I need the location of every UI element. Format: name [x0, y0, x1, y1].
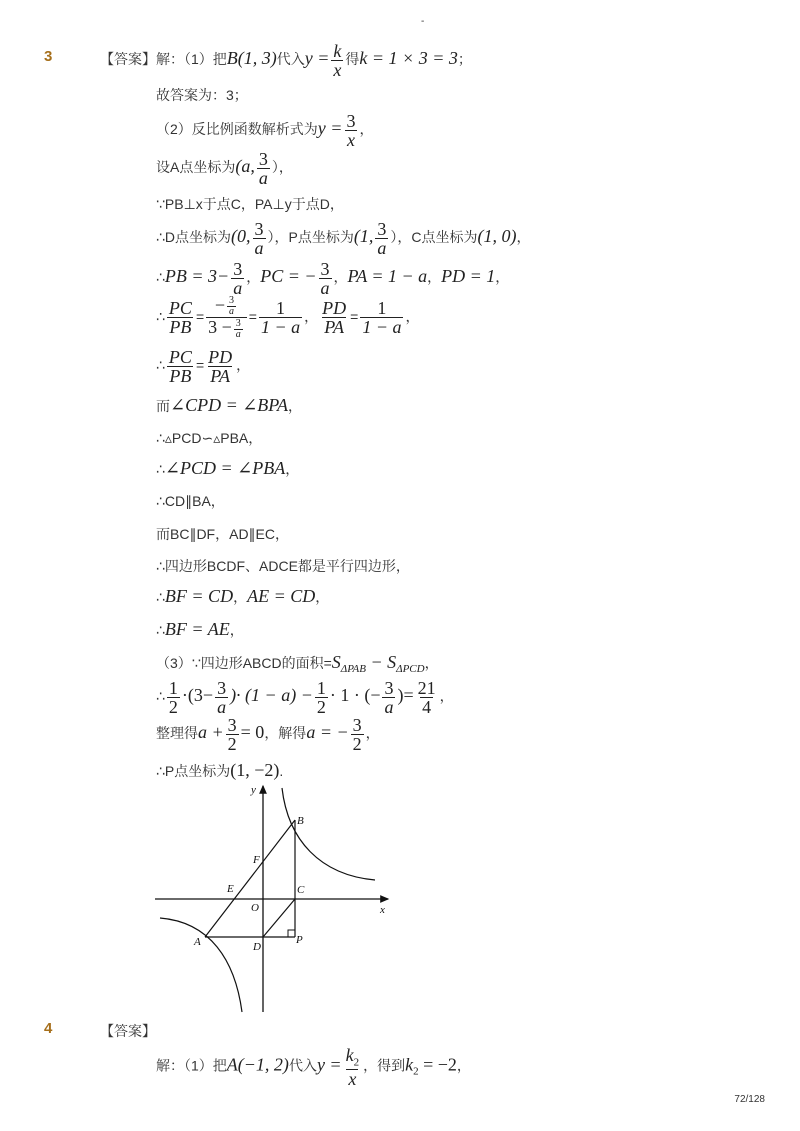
- numerator: 3: [346, 111, 356, 131]
- fraction: [351, 716, 364, 753]
- denominator: a: [384, 697, 394, 717]
- text: ；: [457, 51, 472, 68]
- text: ∴: [156, 357, 165, 374]
- q3-line-18: [156, 653, 439, 675]
- fraction: [344, 1046, 362, 1088]
- math: a = −: [306, 722, 349, 743]
- math: BF = AE: [164, 619, 230, 639]
- numerator: PD: [322, 298, 347, 319]
- math: PC = −: [260, 266, 317, 287]
- numerator: [213, 296, 240, 317]
- denominator: 2: [352, 734, 362, 754]
- numerator: 3: [217, 678, 227, 698]
- denominator: 1 − a: [260, 317, 301, 338]
- denominator: a: [229, 306, 235, 318]
- text: ，: [495, 269, 510, 286]
- fraction: [231, 260, 244, 297]
- denominator: PB: [169, 366, 192, 386]
- small-fraction: [234, 319, 243, 340]
- label-P: P: [296, 934, 303, 946]
- q3-line-10: [156, 396, 302, 414]
- numerator: PC: [168, 298, 192, 319]
- math: PB = 3−: [164, 266, 230, 287]
- numerator: 1: [276, 298, 286, 319]
- fraction: [206, 296, 247, 340]
- fraction: [382, 679, 395, 716]
- text: ，解得: [264, 725, 307, 742]
- text: （2）反比例函数解析式为: [156, 121, 318, 138]
- subscript: ΔPCD: [396, 662, 425, 675]
- text: ），P点坐标为: [267, 229, 354, 246]
- text: .: [279, 763, 284, 779]
- denominator: x: [348, 1068, 357, 1089]
- denominator: a: [258, 168, 268, 188]
- math: − S: [365, 652, 397, 672]
- text: ），: [271, 159, 293, 176]
- text: =: [195, 308, 205, 325]
- label-E: E: [227, 883, 234, 895]
- right-angle-mark: [288, 930, 295, 937]
- math: (a,: [235, 156, 255, 177]
- numerator: 3: [235, 317, 241, 329]
- math: A(−1, 2): [226, 1054, 289, 1075]
- text: ∴: [156, 269, 165, 286]
- text: ，: [285, 461, 300, 477]
- math: S: [331, 652, 341, 672]
- text: ，: [439, 688, 454, 705]
- question-number-3: 3: [44, 48, 53, 65]
- text: ，: [304, 308, 319, 325]
- q3-line-2: 故答案为：3；: [156, 87, 248, 103]
- label-O: O: [251, 902, 259, 914]
- q3-line-4: [156, 150, 293, 187]
- q3-line-15: ∴四边形BCDF、ADCE都是平行四边形，: [156, 558, 410, 574]
- text: ∴: [156, 461, 165, 477]
- q3-line-13: ∴CD∥BA，: [156, 493, 225, 509]
- text: ∴: [156, 589, 165, 605]
- q3-line-19: [156, 679, 454, 716]
- text: 解：（1）把: [156, 51, 227, 68]
- math: PD = 1: [441, 266, 496, 287]
- fraction: [319, 260, 332, 297]
- math: PA = 1 − a: [347, 266, 428, 287]
- text: ，: [233, 589, 248, 605]
- subscript: 2: [353, 1056, 360, 1069]
- numerator: 3: [384, 678, 394, 698]
- coordinate-figure: [150, 780, 400, 1015]
- math: (1, 0): [477, 226, 517, 247]
- text: 设A点坐标为: [156, 159, 236, 176]
- page-number: 72/128: [734, 1094, 765, 1105]
- text: 得: [345, 51, 360, 68]
- fraction: [331, 42, 343, 79]
- hyperbola-branch-1: [282, 788, 375, 880]
- denominator: 4: [422, 697, 432, 717]
- text: =: [350, 308, 359, 325]
- text: ∴: [156, 308, 165, 325]
- denominator: a: [217, 697, 227, 717]
- text: 解：（1）把: [156, 1057, 227, 1074]
- math: y =: [317, 118, 343, 139]
- numerator: 3: [254, 219, 264, 239]
- text: ∴: [156, 622, 165, 638]
- math: (1,: [353, 226, 374, 247]
- numerator: k: [333, 41, 342, 61]
- answer-tag-3: 【答案】: [100, 51, 156, 67]
- math: = −2: [418, 1054, 457, 1075]
- denominator: PA: [210, 366, 230, 386]
- q3-line-12: [156, 459, 299, 477]
- denominator: 1 − a: [362, 317, 402, 338]
- fraction: [226, 716, 239, 753]
- math: (0,: [231, 226, 251, 247]
- line-CD: [263, 899, 295, 937]
- q3-line-8: [156, 296, 419, 340]
- numerator: PD: [208, 347, 233, 367]
- math: AE = CD: [247, 586, 316, 606]
- q3-line-16: [156, 587, 329, 605]
- text: ，: [359, 121, 374, 138]
- label-A: A: [194, 936, 201, 948]
- math: · 1 · (−: [329, 685, 381, 706]
- text: 代入: [276, 51, 305, 68]
- q3-line-3: [156, 112, 373, 149]
- fraction: [320, 299, 348, 336]
- text: ∴: [156, 688, 165, 705]
- numerator: 3: [377, 219, 387, 239]
- numerator: 3: [352, 715, 362, 735]
- numerator: 3: [233, 259, 243, 279]
- label-y: y: [251, 784, 256, 796]
- math: B(1, 3): [226, 48, 277, 69]
- label-x: x: [380, 904, 385, 916]
- math: ∠PCD = ∠PBA: [164, 458, 286, 478]
- fraction: [416, 679, 438, 716]
- denominator: a: [377, 238, 387, 258]
- top-mark: -: [421, 16, 425, 27]
- q3-line-1: [156, 42, 472, 79]
- math: a +: [198, 722, 224, 743]
- denominator: a: [233, 278, 243, 298]
- text: =: [248, 308, 257, 325]
- q3-line-6: [156, 220, 531, 257]
- numerator: [344, 1046, 362, 1069]
- fraction: [315, 679, 328, 716]
- text: ，: [516, 229, 531, 246]
- fraction: [215, 679, 228, 716]
- denominator: PA: [324, 317, 344, 338]
- k: k: [345, 1045, 354, 1065]
- numerator: 21: [417, 678, 436, 698]
- q3-line-17: [156, 620, 244, 638]
- denominator: PB: [169, 317, 192, 338]
- denominator: 2: [227, 734, 237, 754]
- text: ∴P点坐标为: [156, 763, 231, 779]
- q3-line-11: ∴▵PCD∽▵PBA，: [156, 430, 263, 446]
- numerator: PC: [168, 347, 192, 367]
- answer-tag-4: 【答案】: [100, 1023, 156, 1039]
- text: ，: [333, 269, 348, 286]
- q4-line-1: [156, 1046, 471, 1088]
- label-B: B: [297, 815, 304, 827]
- q3-line-20: [156, 716, 380, 753]
- text: ，: [424, 655, 439, 671]
- minus: −: [214, 295, 226, 315]
- math: ∠CPD = ∠BPA: [170, 395, 288, 415]
- fraction: [167, 299, 194, 336]
- fraction: [167, 348, 194, 385]
- label-D: D: [253, 941, 261, 953]
- numerator: 3: [229, 295, 235, 307]
- denominator: 2: [168, 697, 178, 717]
- denominator: [206, 317, 247, 339]
- denominator: a: [254, 238, 264, 258]
- text: ，: [236, 357, 251, 374]
- q3-line-7: [156, 260, 509, 297]
- fraction: [259, 299, 302, 336]
- text: ，: [315, 589, 330, 605]
- denominator: x: [333, 60, 342, 80]
- fraction: [206, 348, 234, 385]
- math: y =: [304, 48, 330, 69]
- text: ，: [456, 1057, 471, 1074]
- q3-line-5: ∵PB⊥x于点C，PA⊥y于点D，: [156, 196, 344, 212]
- label-C: C: [297, 884, 305, 896]
- numerator: 1: [316, 678, 326, 698]
- denominator: x: [346, 130, 355, 150]
- text: 而: [156, 398, 170, 414]
- hyperbola-branch-2: [160, 918, 242, 1012]
- fraction: [257, 150, 270, 187]
- q3-line-21: [156, 761, 283, 779]
- math: y =: [316, 1054, 342, 1075]
- text: ，: [405, 308, 420, 325]
- text: ），C点坐标为: [390, 229, 478, 246]
- math: (1, −2): [230, 760, 280, 780]
- text: ，: [427, 269, 442, 286]
- text: 3 −: [208, 317, 232, 338]
- numerator: 1: [168, 678, 178, 698]
- fraction: [344, 112, 357, 149]
- subscript: ΔPAB: [340, 662, 366, 675]
- text: 整理得: [156, 725, 198, 742]
- numerator: 3: [320, 259, 330, 279]
- math: k = 1 × 3 = 3: [359, 48, 458, 69]
- small-fraction: [227, 296, 236, 317]
- subscript: 2: [413, 1065, 419, 1078]
- fraction: [253, 220, 266, 257]
- math: = 0: [240, 722, 265, 743]
- q3-line-14: 而BC∥DF，AD∥EC，: [156, 526, 290, 542]
- denominator: a: [320, 278, 330, 298]
- numerator: 1: [377, 298, 387, 319]
- math: )=: [397, 685, 414, 706]
- text: ，得到: [363, 1057, 406, 1074]
- fraction: [167, 679, 180, 716]
- text: =: [195, 357, 205, 374]
- math: )· (1 − a) −: [230, 685, 313, 706]
- numerator: 3: [258, 149, 268, 169]
- text: ，: [365, 725, 380, 742]
- label-F: F: [253, 854, 260, 866]
- denominator: a: [235, 328, 241, 340]
- text: ∴D点坐标为: [156, 229, 232, 246]
- question-number-4: 4: [44, 1020, 53, 1037]
- math: ·(3−: [181, 685, 214, 706]
- text: ，: [229, 622, 244, 638]
- text: （3）∵四边形ABCD的面积=: [156, 655, 332, 671]
- denominator: 2: [316, 697, 326, 717]
- fraction: [360, 299, 403, 336]
- line-AB: [205, 820, 295, 937]
- text: 代入: [288, 1057, 317, 1074]
- math: k: [405, 1054, 414, 1075]
- fraction: [375, 220, 388, 257]
- math: BF = CD: [164, 586, 234, 606]
- q3-line-9: [156, 348, 250, 385]
- text: ，: [246, 269, 261, 286]
- text: ，: [287, 398, 302, 414]
- numerator: 3: [227, 715, 237, 735]
